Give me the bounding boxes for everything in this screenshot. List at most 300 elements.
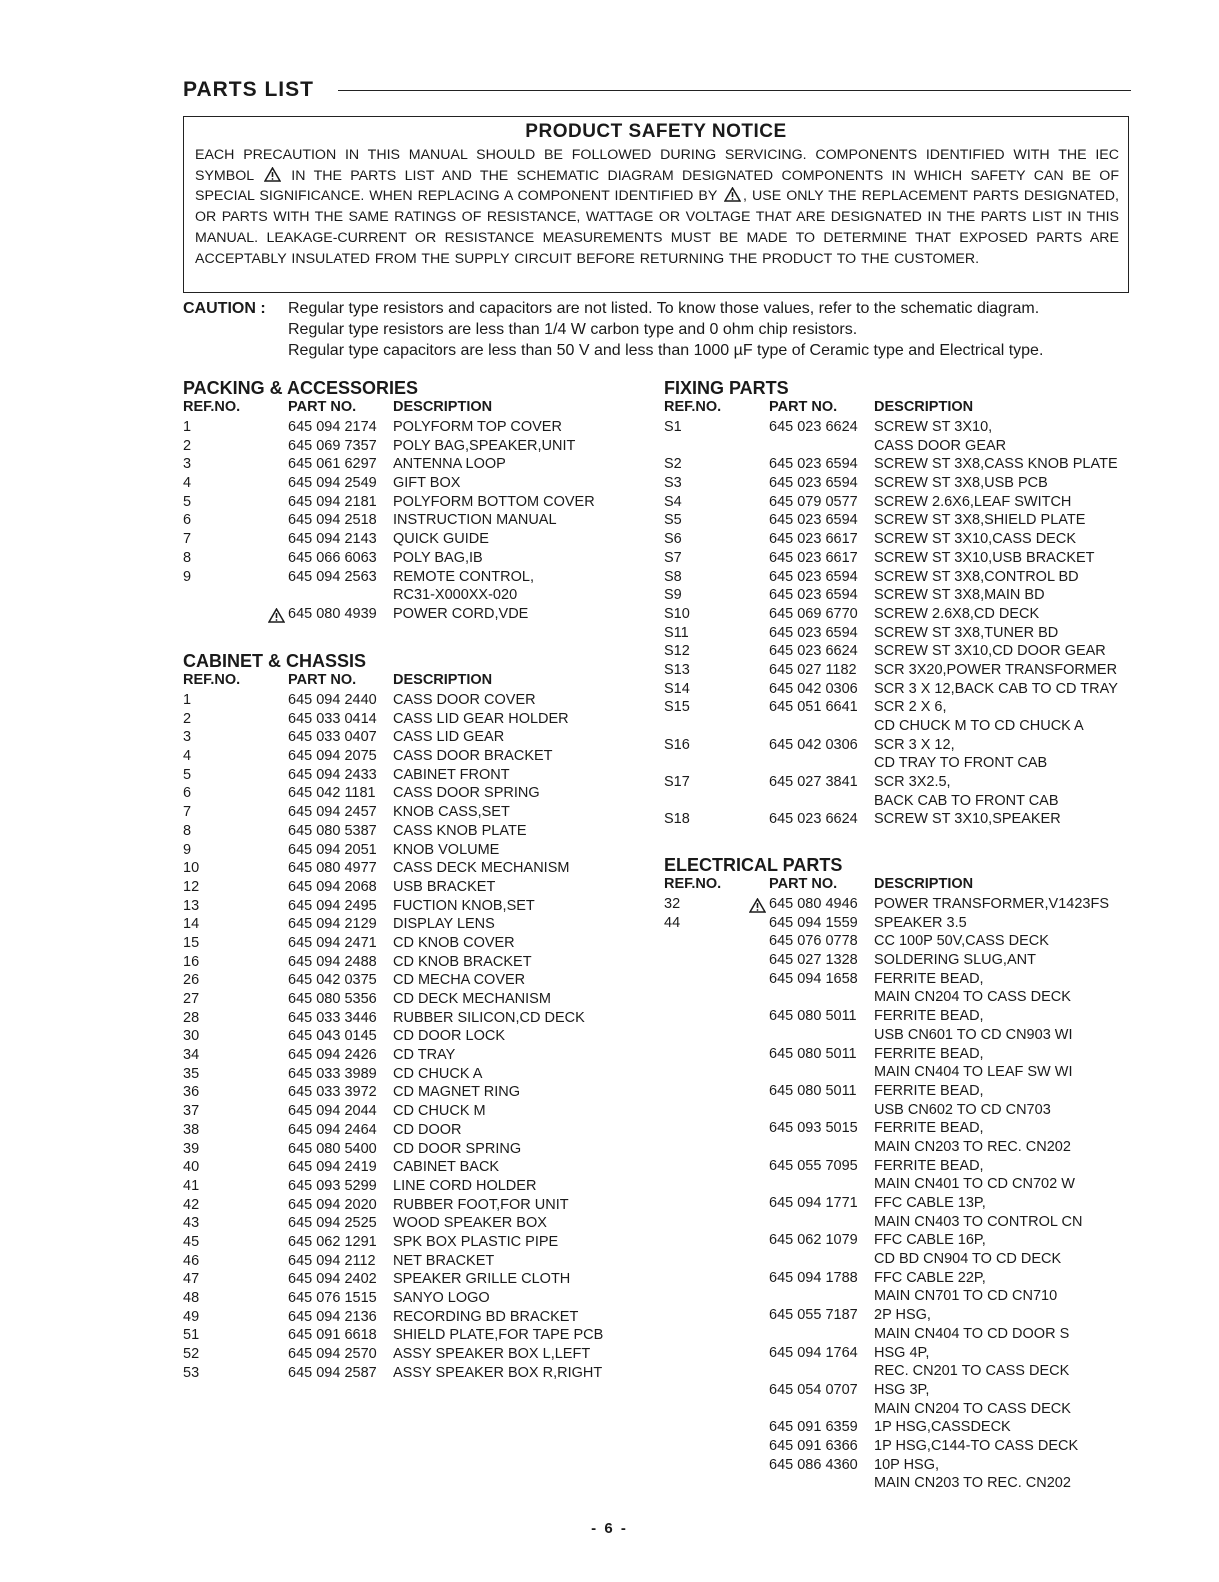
section-cabinet-chassis bbox=[183, 650, 623, 1382]
parts-row bbox=[664, 792, 1134, 811]
parts-row bbox=[183, 437, 623, 456]
part-no: 645 023 6594 bbox=[769, 587, 858, 604]
description: SCREW 2.6X8,CD DECK bbox=[874, 605, 1040, 622]
description: SCREW ST 3X10, bbox=[874, 419, 993, 435]
parts-row bbox=[664, 437, 1134, 456]
ref-no: 14 bbox=[183, 916, 200, 933]
description: POLYFORM TOP COVER bbox=[393, 419, 562, 435]
description: POWER TRANSFORMER,V1423FS bbox=[874, 896, 1110, 912]
description: SPEAKER GRILLE CLOTH bbox=[393, 1271, 571, 1288]
parts-row bbox=[664, 1082, 1134, 1101]
col-part-no: PART NO. bbox=[288, 399, 357, 415]
parts-row bbox=[664, 1400, 1134, 1419]
ref-no: S6 bbox=[664, 531, 682, 548]
description: HSG 4P, bbox=[874, 1344, 930, 1361]
part-no: 645 094 2563 bbox=[288, 568, 377, 585]
description: RUBBER SILICON,CD DECK bbox=[393, 1009, 585, 1026]
col-ref-no: REF.NO. bbox=[183, 672, 241, 688]
ref-no: 40 bbox=[183, 1159, 200, 1176]
parts-row bbox=[664, 1119, 1134, 1138]
part-no: 645 091 6366 bbox=[769, 1437, 858, 1454]
part-no: 645 094 2426 bbox=[288, 1047, 377, 1064]
caution-label: CAUTION : bbox=[183, 300, 266, 317]
description: MAIN CN203 TO REC. CN202 bbox=[874, 1138, 1071, 1155]
parts-row bbox=[183, 915, 623, 934]
section-title: CABINET & CHASSIS bbox=[183, 651, 367, 671]
ref-no: 46 bbox=[183, 1252, 200, 1269]
part-no: 645 094 2402 bbox=[288, 1271, 377, 1288]
description: 1P HSG,CASSDECK bbox=[874, 1419, 1011, 1436]
part-no: 645 091 6618 bbox=[288, 1327, 377, 1344]
caution-line: Regular type resistors and capacitors are not listed. To know those values, refer to the schematic diagram. bbox=[288, 300, 1040, 317]
parts-row bbox=[183, 1121, 623, 1140]
safety-notice-box bbox=[183, 116, 1129, 293]
description: CASS DOOR COVER bbox=[393, 692, 536, 708]
part-no: 645 094 2075 bbox=[288, 748, 377, 765]
parts-row bbox=[664, 1045, 1134, 1064]
description: MAIN CN204 TO CASS DECK bbox=[874, 1400, 1071, 1417]
part-no: 645 027 1328 bbox=[769, 952, 858, 969]
parts-row bbox=[664, 1194, 1134, 1213]
safety-warning-icon bbox=[749, 898, 766, 913]
parts-row bbox=[183, 455, 623, 474]
parts-row bbox=[183, 1289, 623, 1308]
description: CD TRAY bbox=[393, 1047, 456, 1064]
part-no: 645 080 4946 bbox=[769, 896, 858, 912]
part-no: 645 086 4360 bbox=[769, 1456, 858, 1473]
column-header bbox=[664, 399, 1134, 418]
part-no: 645 094 2518 bbox=[288, 512, 377, 529]
ref-no: 4 bbox=[183, 748, 192, 765]
part-no: 645 066 6063 bbox=[288, 549, 377, 566]
part-no: 645 023 6624 bbox=[769, 419, 858, 435]
col-part-no: PART NO. bbox=[288, 672, 357, 688]
description: CD CHUCK M bbox=[393, 1103, 486, 1120]
parts-row bbox=[664, 455, 1134, 474]
ref-no: 2 bbox=[183, 710, 192, 727]
section-title: PACKING & ACCESSORIES bbox=[183, 378, 419, 398]
parts-row bbox=[664, 680, 1134, 699]
ref-no: 3 bbox=[183, 729, 192, 746]
parts-row bbox=[664, 605, 1134, 624]
parts-row bbox=[183, 710, 623, 729]
part-no: 645 042 1181 bbox=[288, 785, 376, 802]
parts-row bbox=[664, 932, 1134, 951]
parts-row bbox=[664, 418, 1134, 437]
part-no: 645 080 5011 bbox=[769, 1045, 857, 1062]
ref-no: 1 bbox=[183, 419, 192, 435]
part-no: 645 069 7357 bbox=[288, 437, 377, 454]
ref-no: 10 bbox=[183, 860, 200, 877]
ref-no: 8 bbox=[183, 822, 192, 839]
part-no: 645 080 4939 bbox=[288, 605, 377, 622]
description: POLYFORM BOTTOM COVER bbox=[393, 493, 595, 510]
description: POLY BAG,IB bbox=[393, 549, 483, 566]
parts-row bbox=[183, 728, 623, 747]
description: ASSY SPEAKER BOX R,RIGHT bbox=[393, 1364, 603, 1381]
parts-row bbox=[664, 661, 1134, 680]
parts-row bbox=[183, 990, 623, 1009]
description: FERRITE BEAD, bbox=[874, 1082, 984, 1099]
ref-no: S12 bbox=[664, 643, 690, 660]
part-no: 645 094 2525 bbox=[288, 1215, 377, 1232]
part-no: 645 033 3989 bbox=[288, 1065, 377, 1082]
parts-row bbox=[664, 717, 1134, 736]
ref-no: 49 bbox=[183, 1308, 200, 1325]
parts-row bbox=[183, 1140, 623, 1159]
part-no: 645 094 1764 bbox=[769, 1344, 858, 1361]
ref-no: S14 bbox=[664, 680, 690, 697]
description: REMOTE CONTROL, bbox=[393, 568, 534, 585]
description: LINE CORD HOLDER bbox=[393, 1177, 537, 1194]
description: SCREW ST 3X8,CONTROL BD bbox=[874, 568, 1079, 585]
parts-row bbox=[183, 1233, 623, 1252]
ref-no: S3 bbox=[664, 475, 682, 492]
ref-no: 26 bbox=[183, 972, 200, 989]
parts-row bbox=[183, 586, 623, 605]
part-no: 645 080 5400 bbox=[288, 1140, 377, 1157]
part-no: 645 094 2174 bbox=[288, 419, 377, 435]
part-no: 645 023 6594 bbox=[769, 624, 858, 641]
part-no: 645 094 2471 bbox=[288, 934, 377, 951]
description: CD KNOB BRACKET bbox=[393, 953, 532, 970]
parts-row bbox=[664, 754, 1134, 773]
ref-no: S2 bbox=[664, 456, 682, 473]
parts-row bbox=[664, 1138, 1134, 1157]
description: NET BRACKET bbox=[393, 1252, 495, 1269]
description: SCR 2 X 6, bbox=[874, 699, 947, 716]
parts-row bbox=[664, 642, 1134, 661]
parts-row bbox=[664, 1474, 1134, 1493]
ref-no: S18 bbox=[664, 811, 690, 828]
ref-no: 5 bbox=[183, 493, 192, 510]
description: FFC CABLE 13P, bbox=[874, 1195, 986, 1211]
part-no: 645 033 3446 bbox=[288, 1009, 377, 1026]
ref-no: S10 bbox=[664, 605, 690, 622]
col-description: DESCRIPTION bbox=[874, 876, 974, 892]
description: HSG 3P, bbox=[874, 1381, 930, 1398]
part-no: 645 094 2464 bbox=[288, 1121, 377, 1138]
description: CABINET BACK bbox=[393, 1159, 500, 1176]
ref-no: 13 bbox=[183, 897, 200, 914]
col-part-no: PART NO. bbox=[769, 876, 838, 892]
ref-no: 27 bbox=[183, 991, 200, 1007]
part-no: 645 094 2495 bbox=[288, 897, 377, 914]
description: SCR 3X20,POWER TRANSFORMER bbox=[874, 661, 1118, 678]
part-no: 645 079 0577 bbox=[769, 493, 858, 510]
parts-row bbox=[183, 822, 623, 841]
description: MAIN CN204 TO CASS DECK bbox=[874, 989, 1071, 1006]
parts-row bbox=[664, 1325, 1134, 1344]
part-no: 645 094 2051 bbox=[288, 841, 377, 858]
description: CD KNOB COVER bbox=[393, 934, 515, 951]
description: CD DOOR bbox=[393, 1121, 462, 1138]
ref-no: 4 bbox=[183, 475, 192, 492]
description: FFC CABLE 16P, bbox=[874, 1232, 986, 1249]
parts-row bbox=[664, 1213, 1134, 1232]
description: CASS DOOR GEAR bbox=[874, 437, 1007, 454]
part-no: 645 054 0707 bbox=[769, 1381, 858, 1398]
description: SCREW ST 3X8,SHIELD PLATE bbox=[874, 512, 1086, 529]
ref-no: 16 bbox=[183, 953, 200, 970]
parts-row bbox=[664, 624, 1134, 643]
ref-no: 1 bbox=[183, 692, 192, 708]
parts-row bbox=[664, 1250, 1134, 1269]
description: 2P HSG, bbox=[874, 1307, 931, 1324]
section-title: FIXING PARTS bbox=[664, 378, 789, 398]
parts-row bbox=[664, 698, 1134, 717]
description: FERRITE BEAD, bbox=[874, 970, 984, 987]
parts-row bbox=[664, 736, 1134, 755]
part-no: 645 023 6594 bbox=[769, 475, 858, 492]
parts-row bbox=[664, 988, 1134, 1007]
parts-row bbox=[183, 1009, 623, 1028]
part-no: 645 094 1559 bbox=[769, 914, 858, 931]
part-no: 645 076 1515 bbox=[288, 1290, 377, 1306]
parts-row bbox=[664, 1362, 1134, 1381]
description: SCR 3X2.5, bbox=[874, 774, 951, 791]
ref-no: S1 bbox=[664, 419, 682, 435]
parts-row bbox=[183, 530, 623, 549]
part-no: 645 055 7187 bbox=[769, 1307, 858, 1324]
part-no: 645 033 0407 bbox=[288, 729, 377, 746]
description: FERRITE BEAD, bbox=[874, 1008, 984, 1025]
parts-row bbox=[183, 474, 623, 493]
part-no: 645 094 2433 bbox=[288, 766, 377, 783]
description: CD MAGNET RING bbox=[393, 1084, 521, 1101]
description: CD DOOR LOCK bbox=[393, 1028, 505, 1045]
part-no: 645 094 2587 bbox=[288, 1364, 377, 1381]
ref-no: 32 bbox=[664, 896, 681, 912]
description: CD CHUCK M TO CD CHUCK A bbox=[874, 718, 1084, 734]
parts-row bbox=[664, 1007, 1134, 1026]
parts-row bbox=[183, 1214, 623, 1233]
part-no: 645 094 2136 bbox=[288, 1308, 377, 1325]
description: SCREW ST 3X8,USB PCB bbox=[874, 475, 1048, 492]
title-rule bbox=[338, 90, 1131, 91]
parts-row bbox=[183, 418, 623, 437]
col-part-no: PART NO. bbox=[769, 399, 838, 415]
description: CD BD CN904 TO CD DECK bbox=[874, 1251, 1062, 1268]
notice-text-part-1: EACH PRECAUTION IN THIS MANUAL SHOULD BE FOLLOWED DURING SERVICING. COMPONENTS IDENTIFIED WITH THE IEC SYMBOL bbox=[195, 147, 1119, 184]
parts-row bbox=[183, 1046, 623, 1065]
description: KNOB CASS,SET bbox=[393, 804, 510, 821]
description: ASSY SPEAKER BOX L,LEFT bbox=[393, 1346, 591, 1363]
parts-row bbox=[664, 549, 1134, 568]
description: 1P HSG,C144-TO CASS DECK bbox=[874, 1437, 1079, 1454]
ref-no: 45 bbox=[183, 1233, 200, 1250]
description: SPK BOX PLASTIC PIPE bbox=[393, 1233, 559, 1250]
ref-no: 5 bbox=[183, 766, 192, 783]
parts-row bbox=[183, 1252, 623, 1271]
part-no: 645 080 5011 bbox=[769, 1082, 857, 1099]
parts-row bbox=[183, 549, 623, 568]
description: SPEAKER 3.5 bbox=[874, 914, 967, 931]
part-no: 645 094 2440 bbox=[288, 692, 377, 708]
ref-no: S5 bbox=[664, 512, 682, 529]
page-number: - 6 - bbox=[591, 1520, 628, 1537]
description: CASS DOOR BRACKET bbox=[393, 748, 553, 765]
ref-no: 43 bbox=[183, 1215, 200, 1232]
parts-row bbox=[183, 934, 623, 953]
description: QUICK GUIDE bbox=[393, 531, 489, 548]
col-description: DESCRIPTION bbox=[393, 399, 493, 415]
ref-no: 39 bbox=[183, 1140, 200, 1157]
ref-no: 38 bbox=[183, 1121, 200, 1138]
description: MAIN CN401 TO CD CN702 W bbox=[874, 1176, 1075, 1193]
description: CD MECHA COVER bbox=[393, 972, 526, 989]
parts-row bbox=[664, 1101, 1134, 1120]
parts-row bbox=[664, 1306, 1134, 1325]
ref-no: 7 bbox=[183, 804, 192, 821]
ref-no: 15 bbox=[183, 934, 200, 951]
part-no: 645 023 6624 bbox=[769, 643, 858, 660]
column-header bbox=[183, 672, 623, 691]
description: CASS DOOR SPRING bbox=[393, 785, 540, 802]
part-no: 645 094 2112 bbox=[288, 1252, 376, 1269]
part-no: 645 094 2143 bbox=[288, 531, 377, 548]
description: CD CHUCK A bbox=[393, 1065, 483, 1082]
part-no: 645 023 6617 bbox=[769, 549, 858, 566]
description: USB BRACKET bbox=[393, 878, 496, 895]
description: 10P HSG, bbox=[874, 1456, 940, 1473]
parts-row bbox=[183, 1270, 623, 1289]
part-no: 645 094 2549 bbox=[288, 475, 377, 492]
safety-warning-icon bbox=[268, 608, 285, 623]
description: CASS LID GEAR HOLDER bbox=[393, 710, 569, 727]
part-no: 645 080 4977 bbox=[288, 860, 377, 877]
part-no: 645 080 5356 bbox=[288, 991, 377, 1007]
part-no: 645 094 2457 bbox=[288, 804, 377, 821]
page-header bbox=[183, 78, 1131, 108]
parts-row bbox=[664, 1175, 1134, 1194]
parts-row bbox=[664, 951, 1134, 970]
description: MAIN CN404 TO LEAF SW WI bbox=[874, 1064, 1073, 1081]
parts-row bbox=[183, 953, 623, 972]
description: INSTRUCTION MANUAL bbox=[393, 512, 557, 529]
description: SANYO LOGO bbox=[393, 1290, 490, 1306]
description: DISPLAY LENS bbox=[393, 916, 495, 933]
parts-row bbox=[183, 747, 623, 766]
parts-row bbox=[183, 605, 623, 624]
description: CD TRAY TO FRONT CAB bbox=[874, 755, 1048, 772]
parts-row bbox=[183, 971, 623, 990]
part-no: 645 094 2020 bbox=[288, 1196, 377, 1213]
part-no: 645 093 5015 bbox=[769, 1120, 858, 1137]
ref-no: 6 bbox=[183, 785, 192, 802]
parts-row bbox=[183, 1364, 623, 1383]
part-no: 645 080 5387 bbox=[288, 822, 377, 839]
ref-no: 44 bbox=[664, 914, 681, 931]
section-packing-accessories bbox=[183, 377, 623, 624]
parts-row bbox=[664, 530, 1134, 549]
description: REC. CN201 TO CASS DECK bbox=[874, 1363, 1070, 1380]
ref-no: S13 bbox=[664, 661, 690, 678]
warning-triangle-icon bbox=[724, 187, 741, 202]
parts-row bbox=[183, 1308, 623, 1327]
description: SCR 3 X 12,BACK CAB TO CD TRAY bbox=[874, 680, 1118, 697]
parts-row bbox=[183, 897, 623, 916]
ref-no: S15 bbox=[664, 699, 690, 716]
description: FERRITE BEAD, bbox=[874, 1157, 984, 1174]
description: SCREW ST 3X10,CD DOOR GEAR bbox=[874, 643, 1106, 660]
parts-row bbox=[183, 859, 623, 878]
description: CASS LID GEAR bbox=[393, 729, 505, 746]
description: CASS DECK MECHANISM bbox=[393, 860, 570, 877]
part-no: 645 094 2129 bbox=[288, 916, 377, 933]
description: SCREW 2.6X6,LEAF SWITCH bbox=[874, 493, 1072, 510]
parts-row bbox=[664, 586, 1134, 605]
parts-row bbox=[664, 895, 1134, 914]
parts-row bbox=[183, 1027, 623, 1046]
ref-no: 37 bbox=[183, 1103, 200, 1120]
parts-row bbox=[664, 1456, 1134, 1475]
description: RC31-X000XX-020 bbox=[393, 587, 518, 604]
ref-no: 9 bbox=[183, 568, 192, 585]
part-no: 645 080 5011 bbox=[769, 1008, 857, 1025]
parts-row bbox=[183, 1196, 623, 1215]
part-no: 645 027 1182 bbox=[769, 661, 857, 678]
description: SCREW ST 3X10,CASS DECK bbox=[874, 531, 1076, 548]
col-ref-no: REF.NO. bbox=[183, 399, 241, 415]
ref-no: 30 bbox=[183, 1028, 200, 1045]
ref-no: 48 bbox=[183, 1290, 200, 1306]
safety-notice-text bbox=[195, 145, 1119, 269]
caution-line: Regular type capacitors are less than 50 V and less than 1000 µF type of Ceramic type and Electrical type. bbox=[288, 342, 1044, 359]
description: CABINET FRONT bbox=[393, 766, 510, 783]
ref-no: 28 bbox=[183, 1009, 200, 1026]
ref-no: 51 bbox=[183, 1327, 200, 1344]
part-no: 645 033 0414 bbox=[288, 710, 377, 727]
part-no: 645 069 6770 bbox=[769, 605, 858, 622]
part-no: 645 093 5299 bbox=[288, 1177, 377, 1194]
parts-row bbox=[664, 1418, 1134, 1437]
section-electrical-parts bbox=[664, 854, 1134, 1493]
ref-no: S8 bbox=[664, 568, 682, 585]
description: SHIELD PLATE,FOR TAPE PCB bbox=[393, 1327, 604, 1344]
parts-row bbox=[664, 773, 1134, 792]
description: FFC CABLE 22P, bbox=[874, 1269, 986, 1286]
parts-row bbox=[183, 1326, 623, 1345]
ref-no: 2 bbox=[183, 437, 192, 454]
page-title: PARTS LIST bbox=[183, 78, 314, 101]
section-fixing-parts bbox=[664, 377, 1134, 829]
ref-no: 52 bbox=[183, 1346, 200, 1363]
parts-row bbox=[664, 568, 1134, 587]
parts-row bbox=[183, 511, 623, 530]
parts-row bbox=[664, 810, 1134, 829]
description: WOOD SPEAKER BOX bbox=[393, 1215, 547, 1232]
ref-no: 42 bbox=[183, 1196, 200, 1213]
parts-row bbox=[183, 568, 623, 587]
description: FUCTION KNOB,SET bbox=[393, 897, 535, 914]
parts-row bbox=[183, 1102, 623, 1121]
ref-no: 36 bbox=[183, 1084, 200, 1101]
notice-text-part-2: IN THE PARTS LIST AND THE SCHEMATIC DIAGRAM DESIGNATED COMPONENTS IN WHICH SAFETY CAN BE OF SPECIAL SIGNIFICANCE. WHEN REPLACING A COMPONENT IDENTIFIED BY bbox=[195, 167, 1119, 205]
part-no: 645 023 6594 bbox=[769, 512, 858, 529]
col-ref-no: REF.NO. bbox=[664, 399, 722, 415]
description: CD DECK MECHANISM bbox=[393, 991, 551, 1007]
description: MAIN CN403 TO CONTROL CN bbox=[874, 1213, 1083, 1230]
description: SCREW ST 3X8,TUNER BD bbox=[874, 624, 1059, 641]
ref-no: 8 bbox=[183, 549, 192, 566]
part-no: 645 094 2488 bbox=[288, 953, 377, 970]
ref-no: 12 bbox=[183, 878, 200, 895]
description: USB CN601 TO CD CN903 WI bbox=[874, 1026, 1073, 1043]
parts-row bbox=[664, 1437, 1134, 1456]
description: POLY BAG,SPEAKER,UNIT bbox=[393, 437, 576, 454]
description: USB CN602 TO CD CN703 bbox=[874, 1101, 1051, 1118]
